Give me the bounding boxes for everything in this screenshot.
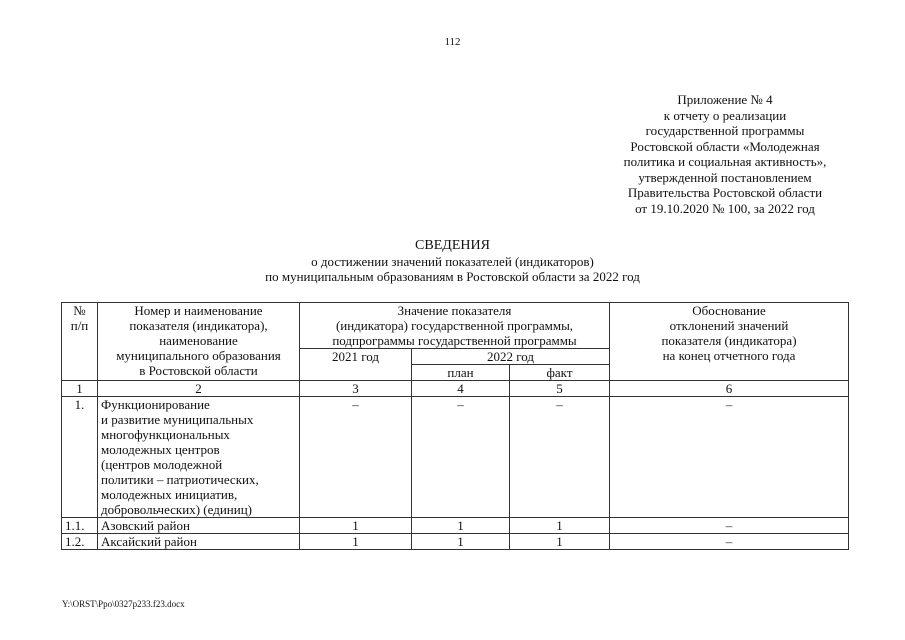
page-number: 112 [444,36,461,48]
row-num: 1.2. [62,534,98,550]
document-title [0,238,905,284]
indicators-table [61,302,849,550]
header-year-2022: 2022 год [412,349,610,365]
table-row [62,397,849,518]
appendix-line: государственной программы [645,123,805,138]
column-number: 2 [98,381,300,397]
row-num: 1. [62,397,98,518]
appendix-line: утвержденной постановлением [638,169,812,185]
column-number: 5 [510,381,610,397]
appendix-line: Правительства Ростовской области [627,185,823,200]
column-number: 4 [412,381,510,397]
title-line: о достижении значений показателей (индикаторов) [311,254,594,269]
row-value-2021: 1 [300,518,412,534]
row-justification: – [610,534,849,550]
row-plan: 1 [412,534,510,550]
header-value-group: Значение показателя (индикатора) государственной программы, подпрограммы государственной программы [300,303,610,349]
row-plan: – [412,397,510,518]
column-number-row [62,381,849,397]
row-fact: – [510,397,610,518]
row-name: Функционирование и развитие муниципальных многофункциональных молодежных центров (центров молодежной политики – патриотических, молодежных инициатив, добровольческих) (единиц) [98,397,300,518]
appendix-line: к отчету о реализации [663,107,787,123]
header-year-2021: 2021 год [300,349,412,381]
table-row [62,534,849,550]
row-name: Азовский район [98,518,300,534]
row-justification: – [610,518,849,534]
header-name: Номер и наименование показателя (индикатора), наименование муниципального образования в Ростовской области [98,303,300,381]
row-fact: 1 [510,518,610,534]
row-value-2021: 1 [300,534,412,550]
title-line: по муниципальным образованиям в Ростовской области за 2022 год [265,269,640,284]
row-fact: 1 [510,534,610,550]
row-num: 1.1. [62,518,98,534]
appendix-line: политика и социальная активность», [623,154,827,169]
appendix-block [600,92,850,216]
column-number: 6 [610,381,849,397]
column-number: 3 [300,381,412,397]
header-plan: план [412,365,510,381]
header-num: № п/п [62,303,98,381]
column-number: 1 [62,381,98,397]
row-plan: 1 [412,518,510,534]
row-name: Аксайский район [98,534,300,550]
header-justification: Обоснование отклонений значений показателя (индикатора) на конец отчетного года [610,303,849,381]
header-fact: факт [510,365,610,381]
row-value-2021: – [300,397,412,518]
row-justification: – [610,397,849,518]
appendix-line: Приложение № 4 [677,92,773,107]
title-heading: СВЕДЕНИЯ [415,238,490,253]
appendix-line: от 19.10.2020 № 100, за 2022 год [635,200,815,216]
table-row [62,518,849,534]
file-path-footer: Y:\ORST\Ppo\0327p233.f23.docx [62,599,185,609]
appendix-line: Ростовской области «Молодежная [630,138,820,154]
